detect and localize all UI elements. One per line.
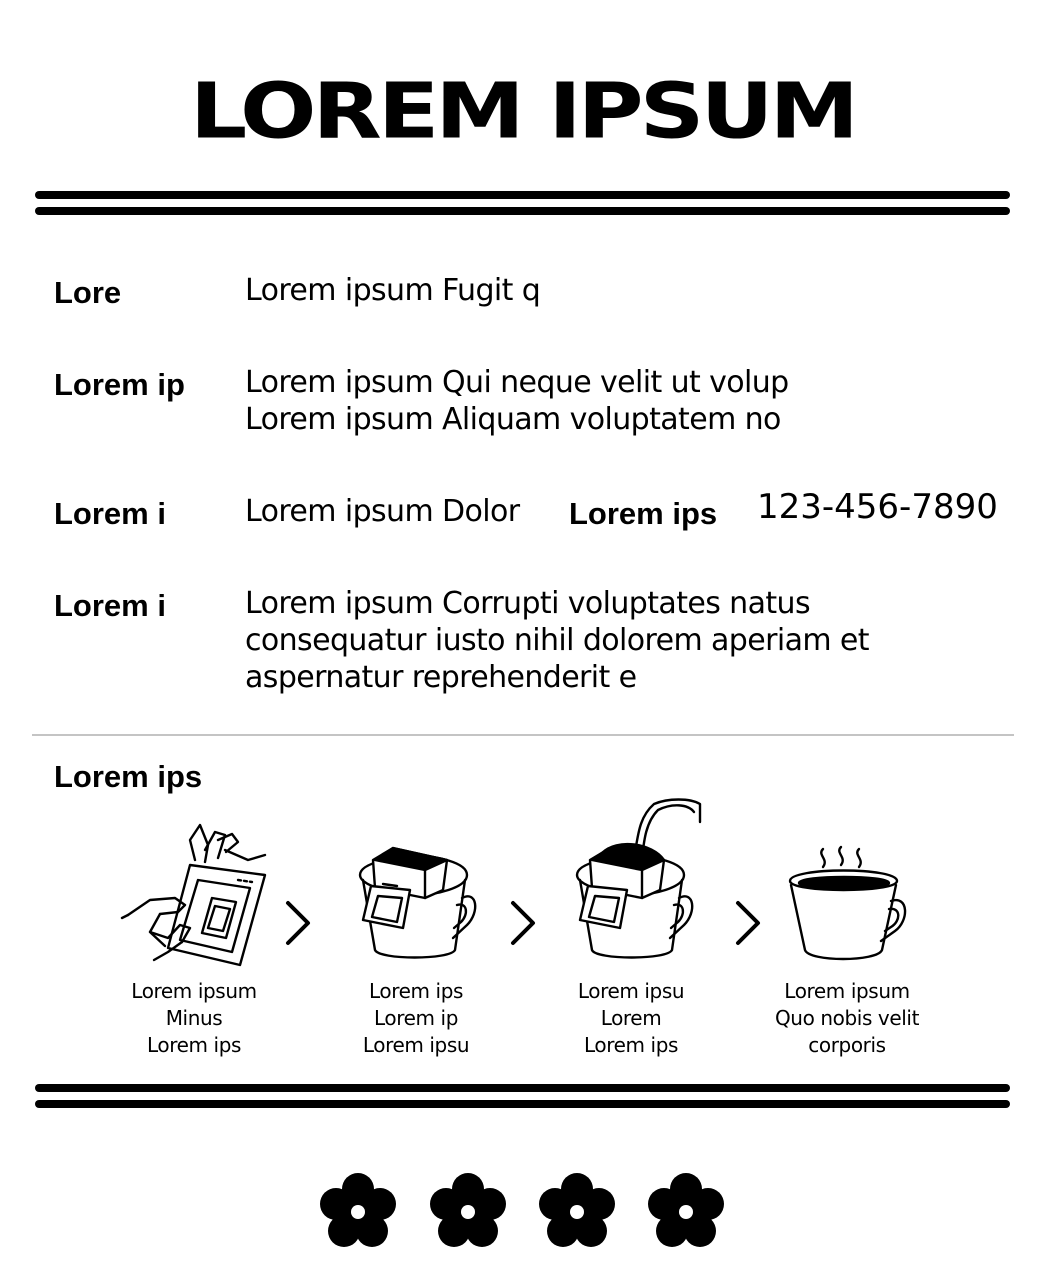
row-2-line-2: Lorem ipsum Aliquam voluptatem no: [245, 402, 781, 437]
drip-bag-on-cup-icon: [355, 840, 480, 965]
row-2-line-1: Lorem ipsum Qui neque velit ut volup: [245, 365, 789, 400]
row-4-label: Lorem i: [54, 588, 166, 623]
page-title: LOREM IPSUM: [189, 66, 856, 157]
step-4-caption: Lorem ipsum Quo nobis velit corporis: [774, 979, 920, 1057]
row-3-extra-label: Lorem ips: [569, 496, 718, 531]
pour-water-icon: [572, 798, 707, 965]
chevron-right-icon: [283, 900, 313, 946]
row-1-value: [245, 272, 540, 309]
phone-number: 123-456-7890: [757, 487, 998, 527]
step-1-caption: Lorem ipsum Minus Lorem ips: [131, 979, 257, 1057]
row-3-value: [245, 493, 520, 530]
row-3-label: Lorem i: [54, 496, 166, 531]
top-rule-1: [35, 191, 1010, 199]
row-2-label: Lorem ip: [54, 367, 185, 402]
coffee-cup-icon: [785, 845, 910, 967]
row-3-line-1: Lorem ipsum Dolor: [245, 494, 520, 529]
row-4-line-2: consequatur iusto nihil dolorem aperiam et: [245, 623, 869, 658]
top-rule-2: [35, 207, 1010, 215]
bottom-rule-2: [35, 1100, 1010, 1108]
flower-icon: [318, 1172, 398, 1252]
step-3-caption: Lorem ipsu Lorem Lorem ips: [577, 979, 685, 1057]
bottom-rule-1: [35, 1084, 1010, 1092]
flower-icon: [646, 1172, 726, 1252]
row-4-value: [245, 585, 869, 696]
open-drip-bag-icon: [120, 820, 270, 970]
row-1-line-1: Lorem ipsum Fugit q: [245, 273, 541, 308]
chevron-right-icon: [733, 900, 763, 946]
section-divider: [32, 734, 1014, 736]
flower-icon: [428, 1172, 508, 1252]
step-2-caption: Lorem ips Lorem ip Lorem ipsu: [362, 979, 470, 1057]
flower-icon: [537, 1172, 617, 1252]
row-2-value: [245, 364, 789, 438]
row-4-line-1: Lorem ipsum Corrupti voluptates natus: [245, 586, 810, 621]
steps-heading: Lorem ips: [54, 759, 203, 794]
chevron-right-icon: [508, 900, 538, 946]
row-4-line-3: aspernatur reprehenderit e: [245, 660, 637, 695]
row-1-label: Lore: [54, 275, 122, 310]
